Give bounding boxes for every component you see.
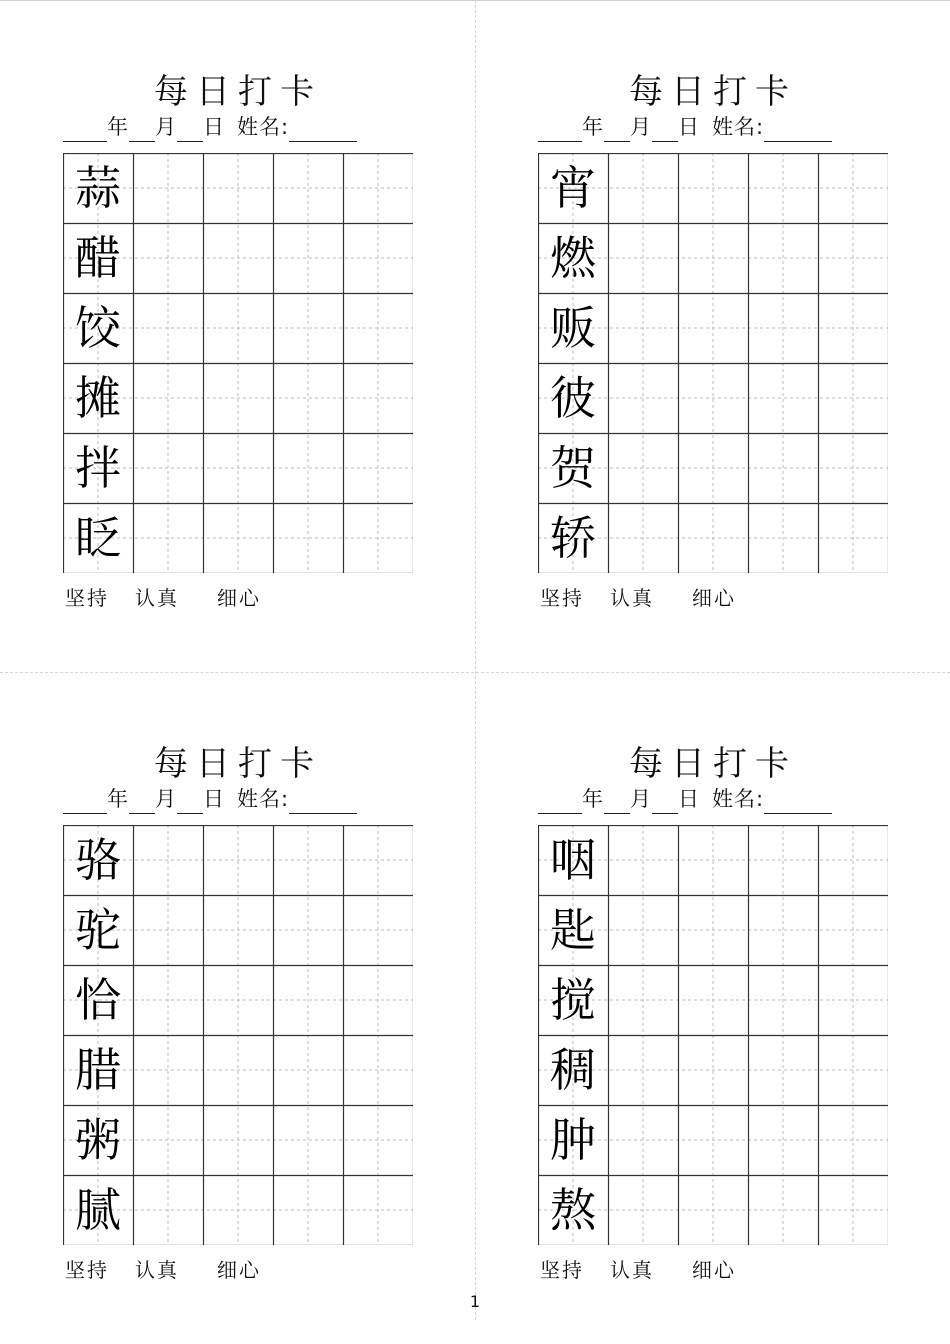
page-number: 1	[469, 1292, 481, 1311]
model-character-cell	[538, 825, 608, 895]
practice-cell[interactable]	[343, 1105, 413, 1175]
practice-cell[interactable]	[748, 825, 818, 895]
model-character: 骆	[75, 833, 121, 887]
practice-cell[interactable]	[203, 895, 273, 965]
model-character: 腊	[75, 1043, 121, 1097]
year-blank[interactable]	[63, 119, 107, 142]
practice-cell[interactable]	[818, 433, 888, 503]
grid-row	[538, 895, 888, 965]
month-blank[interactable]	[604, 119, 630, 142]
model-character-cell	[538, 433, 608, 503]
practice-cell[interactable]	[273, 1035, 343, 1105]
practice-cell[interactable]	[748, 433, 818, 503]
year-label: 年	[582, 115, 604, 139]
practice-card	[538, 672, 888, 1282]
practice-cell[interactable]	[273, 503, 343, 573]
card-title: 每日打卡	[154, 72, 322, 112]
grid-row	[63, 223, 413, 293]
practice-cell[interactable]	[203, 363, 273, 433]
practice-cell[interactable]	[818, 1175, 888, 1245]
practice-cell[interactable]	[608, 363, 678, 433]
practice-cell[interactable]	[678, 965, 748, 1035]
day-label: 日	[203, 115, 225, 139]
date-name-line	[63, 784, 357, 814]
model-character: 眨	[75, 511, 121, 565]
model-character-cell	[63, 223, 133, 293]
grid-row	[538, 825, 888, 895]
grid-row	[63, 1175, 413, 1245]
practice-card	[538, 0, 888, 610]
practice-cell[interactable]	[818, 965, 888, 1035]
vertical-cut-line	[475, 0, 476, 1320]
grid-row	[538, 1175, 888, 1245]
month-label: 月	[630, 115, 652, 139]
model-character: 咽	[550, 833, 596, 887]
name-label: 姓名:	[712, 787, 765, 811]
day-label: 日	[678, 115, 700, 139]
model-character: 恰	[75, 973, 121, 1027]
motto-word: 细心	[692, 1258, 736, 1282]
model-character-cell	[538, 293, 608, 363]
model-character: 摊	[75, 371, 121, 425]
practice-cell[interactable]	[203, 965, 273, 1035]
grid-row	[63, 433, 413, 503]
practice-cell[interactable]	[608, 503, 678, 573]
day-blank[interactable]	[652, 791, 678, 814]
practice-cell[interactable]	[818, 293, 888, 363]
model-character-cell	[63, 433, 133, 503]
name-blank[interactable]	[764, 791, 832, 814]
name-label: 姓名:	[712, 115, 765, 139]
practice-cell[interactable]	[203, 503, 273, 573]
card-title: 每日打卡	[154, 744, 322, 784]
year-label: 年	[107, 115, 129, 139]
month-blank[interactable]	[129, 791, 155, 814]
practice-cell[interactable]	[133, 503, 203, 573]
practice-cell[interactable]	[203, 153, 273, 223]
grid-row	[538, 433, 888, 503]
practice-cell[interactable]	[748, 153, 818, 223]
practice-cell[interactable]	[748, 1105, 818, 1175]
practice-cell[interactable]	[133, 1175, 203, 1245]
name-label: 姓名:	[237, 787, 290, 811]
year-label: 年	[107, 787, 129, 811]
practice-cell[interactable]	[608, 433, 678, 503]
practice-cell[interactable]	[133, 1105, 203, 1175]
practice-cell[interactable]	[608, 825, 678, 895]
practice-cell[interactable]	[608, 1035, 678, 1105]
model-character-cell	[63, 895, 133, 965]
writing-grid	[63, 825, 413, 1245]
grid-row	[538, 1105, 888, 1175]
name-blank[interactable]	[764, 119, 832, 142]
model-character-cell	[538, 895, 608, 965]
writing-grid	[538, 825, 888, 1245]
practice-cell[interactable]	[608, 1175, 678, 1245]
model-character-cell	[538, 503, 608, 573]
motto-word: 认真	[610, 1258, 654, 1282]
name-label: 姓名:	[237, 115, 290, 139]
practice-cell[interactable]	[343, 825, 413, 895]
day-label: 日	[203, 787, 225, 811]
model-character-cell	[63, 965, 133, 1035]
model-character: 贺	[550, 441, 596, 495]
model-character-cell	[63, 1175, 133, 1245]
motto-word: 认真	[135, 586, 179, 610]
model-character: 蒜	[75, 161, 121, 215]
practice-cell[interactable]	[818, 1105, 888, 1175]
name-blank[interactable]	[289, 791, 357, 814]
month-blank[interactable]	[129, 119, 155, 142]
model-character: 粥	[75, 1113, 121, 1167]
practice-cell[interactable]	[748, 895, 818, 965]
model-character: 驼	[75, 903, 121, 957]
practice-cell[interactable]	[678, 503, 748, 573]
year-label: 年	[582, 787, 604, 811]
practice-cell[interactable]	[273, 293, 343, 363]
model-character: 搅	[550, 973, 596, 1027]
model-character-cell	[63, 153, 133, 223]
model-character: 匙	[550, 903, 596, 957]
practice-cell[interactable]	[343, 433, 413, 503]
model-character-cell	[538, 223, 608, 293]
practice-cell[interactable]	[748, 293, 818, 363]
practice-cell[interactable]	[203, 433, 273, 503]
practice-cell[interactable]	[608, 223, 678, 293]
practice-cell[interactable]	[273, 223, 343, 293]
practice-cell[interactable]	[133, 293, 203, 363]
practice-cell[interactable]	[608, 153, 678, 223]
model-character-cell	[63, 363, 133, 433]
practice-cell[interactable]	[818, 363, 888, 433]
motto-line	[540, 583, 762, 613]
writing-grid	[63, 153, 413, 573]
grid-row	[63, 363, 413, 433]
motto-word: 认真	[610, 586, 654, 610]
model-character: 肿	[550, 1113, 596, 1167]
practice-cell[interactable]	[273, 363, 343, 433]
model-character-cell	[538, 153, 608, 223]
motto-word: 坚持	[65, 1258, 109, 1282]
grid-row	[63, 153, 413, 223]
practice-cell[interactable]	[608, 965, 678, 1035]
practice-cell[interactable]	[748, 1035, 818, 1105]
name-blank[interactable]	[289, 119, 357, 142]
model-character-cell	[538, 965, 608, 1035]
date-name-line	[538, 112, 832, 142]
practice-cell[interactable]	[133, 223, 203, 293]
practice-cell[interactable]	[818, 223, 888, 293]
model-character: 轿	[550, 511, 596, 565]
practice-cell[interactable]	[678, 293, 748, 363]
practice-cell[interactable]	[343, 153, 413, 223]
model-character: 贩	[550, 301, 596, 355]
motto-line	[540, 1255, 762, 1285]
grid-row	[538, 153, 888, 223]
practice-cell[interactable]	[133, 433, 203, 503]
practice-cell[interactable]	[748, 363, 818, 433]
motto-word: 细心	[217, 586, 261, 610]
grid-row	[63, 1035, 413, 1105]
year-blank[interactable]	[538, 119, 582, 142]
model-character-cell	[538, 1035, 608, 1105]
day-blank[interactable]	[652, 119, 678, 142]
practice-cell[interactable]	[818, 895, 888, 965]
practice-cell[interactable]	[608, 1105, 678, 1175]
practice-cell[interactable]	[343, 503, 413, 573]
practice-cell[interactable]	[203, 293, 273, 363]
grid-row	[538, 503, 888, 573]
grid-row	[538, 223, 888, 293]
practice-cell[interactable]	[678, 223, 748, 293]
practice-cell[interactable]	[678, 1035, 748, 1105]
practice-cell[interactable]	[343, 363, 413, 433]
practice-cell[interactable]	[343, 895, 413, 965]
year-blank[interactable]	[538, 791, 582, 814]
practice-cell[interactable]	[203, 1105, 273, 1175]
practice-cell[interactable]	[203, 825, 273, 895]
model-character: 拌	[75, 441, 121, 495]
practice-cell[interactable]	[678, 1105, 748, 1175]
practice-cell[interactable]	[678, 363, 748, 433]
practice-card	[63, 0, 413, 610]
practice-cell[interactable]	[748, 223, 818, 293]
grid-row	[63, 965, 413, 1035]
practice-cell[interactable]	[203, 1035, 273, 1105]
practice-cell[interactable]	[343, 1175, 413, 1245]
model-character-cell	[538, 1105, 608, 1175]
practice-cell[interactable]	[133, 965, 203, 1035]
practice-cell[interactable]	[678, 895, 748, 965]
practice-cell[interactable]	[273, 1105, 343, 1175]
motto-line	[65, 583, 287, 613]
month-blank[interactable]	[604, 791, 630, 814]
grid-row	[63, 503, 413, 573]
practice-cell[interactable]	[203, 1175, 273, 1245]
practice-cell[interactable]	[608, 895, 678, 965]
motto-word: 坚持	[540, 586, 584, 610]
model-character: 彼	[550, 371, 596, 425]
practice-cell[interactable]	[818, 1035, 888, 1105]
grid-row	[63, 895, 413, 965]
model-character-cell	[538, 363, 608, 433]
month-label: 月	[155, 115, 177, 139]
grid-row	[63, 1105, 413, 1175]
practice-cell[interactable]	[818, 825, 888, 895]
day-blank[interactable]	[177, 791, 203, 814]
date-name-line	[63, 112, 357, 142]
model-character: 醋	[75, 231, 121, 285]
motto-word: 坚持	[65, 586, 109, 610]
practice-cell[interactable]	[678, 153, 748, 223]
year-blank[interactable]	[63, 791, 107, 814]
practice-cell[interactable]	[273, 895, 343, 965]
practice-cell[interactable]	[133, 363, 203, 433]
day-blank[interactable]	[177, 119, 203, 142]
model-character-cell	[63, 825, 133, 895]
writing-grid	[538, 153, 888, 573]
model-character: 饺	[75, 301, 121, 355]
day-label: 日	[678, 787, 700, 811]
practice-cell[interactable]	[203, 223, 273, 293]
month-label: 月	[155, 787, 177, 811]
motto-line	[65, 1255, 287, 1285]
practice-card	[63, 672, 413, 1282]
grid-row	[63, 293, 413, 363]
grid-row	[63, 825, 413, 895]
practice-cell[interactable]	[818, 503, 888, 573]
grid-row	[538, 1035, 888, 1105]
practice-cell[interactable]	[273, 1175, 343, 1245]
practice-cell[interactable]	[273, 433, 343, 503]
practice-cell[interactable]	[343, 965, 413, 1035]
grid-row	[538, 965, 888, 1035]
model-character-cell	[538, 1175, 608, 1245]
practice-cell[interactable]	[133, 825, 203, 895]
date-name-line	[538, 784, 832, 814]
practice-cell[interactable]	[678, 825, 748, 895]
practice-cell[interactable]	[748, 1175, 818, 1245]
practice-cell[interactable]	[678, 1175, 748, 1245]
practice-cell[interactable]	[608, 293, 678, 363]
motto-word: 细心	[692, 586, 736, 610]
model-character: 宵	[550, 161, 596, 215]
model-character: 熬	[550, 1183, 596, 1237]
model-character: 腻	[75, 1183, 121, 1237]
practice-cell[interactable]	[273, 153, 343, 223]
practice-cell[interactable]	[678, 433, 748, 503]
motto-word: 坚持	[540, 1258, 584, 1282]
practice-cell[interactable]	[133, 153, 203, 223]
model-character-cell	[63, 503, 133, 573]
grid-row	[538, 293, 888, 363]
model-character-cell	[63, 1035, 133, 1105]
practice-cell[interactable]	[133, 1035, 203, 1105]
practice-cell[interactable]	[818, 153, 888, 223]
practice-cell[interactable]	[343, 293, 413, 363]
practice-cell[interactable]	[748, 503, 818, 573]
card-title: 每日打卡	[629, 72, 797, 112]
model-character-cell	[63, 293, 133, 363]
practice-cell[interactable]	[133, 895, 203, 965]
model-character: 稠	[550, 1043, 596, 1097]
model-character: 燃	[550, 231, 596, 285]
card-title: 每日打卡	[629, 744, 797, 784]
grid-row	[538, 363, 888, 433]
motto-word: 认真	[135, 1258, 179, 1282]
practice-cell[interactable]	[343, 1035, 413, 1105]
model-character-cell	[63, 1105, 133, 1175]
practice-cell[interactable]	[343, 223, 413, 293]
month-label: 月	[630, 787, 652, 811]
practice-cell[interactable]	[273, 825, 343, 895]
practice-cell[interactable]	[273, 965, 343, 1035]
motto-word: 细心	[217, 1258, 261, 1282]
practice-cell[interactable]	[748, 965, 818, 1035]
